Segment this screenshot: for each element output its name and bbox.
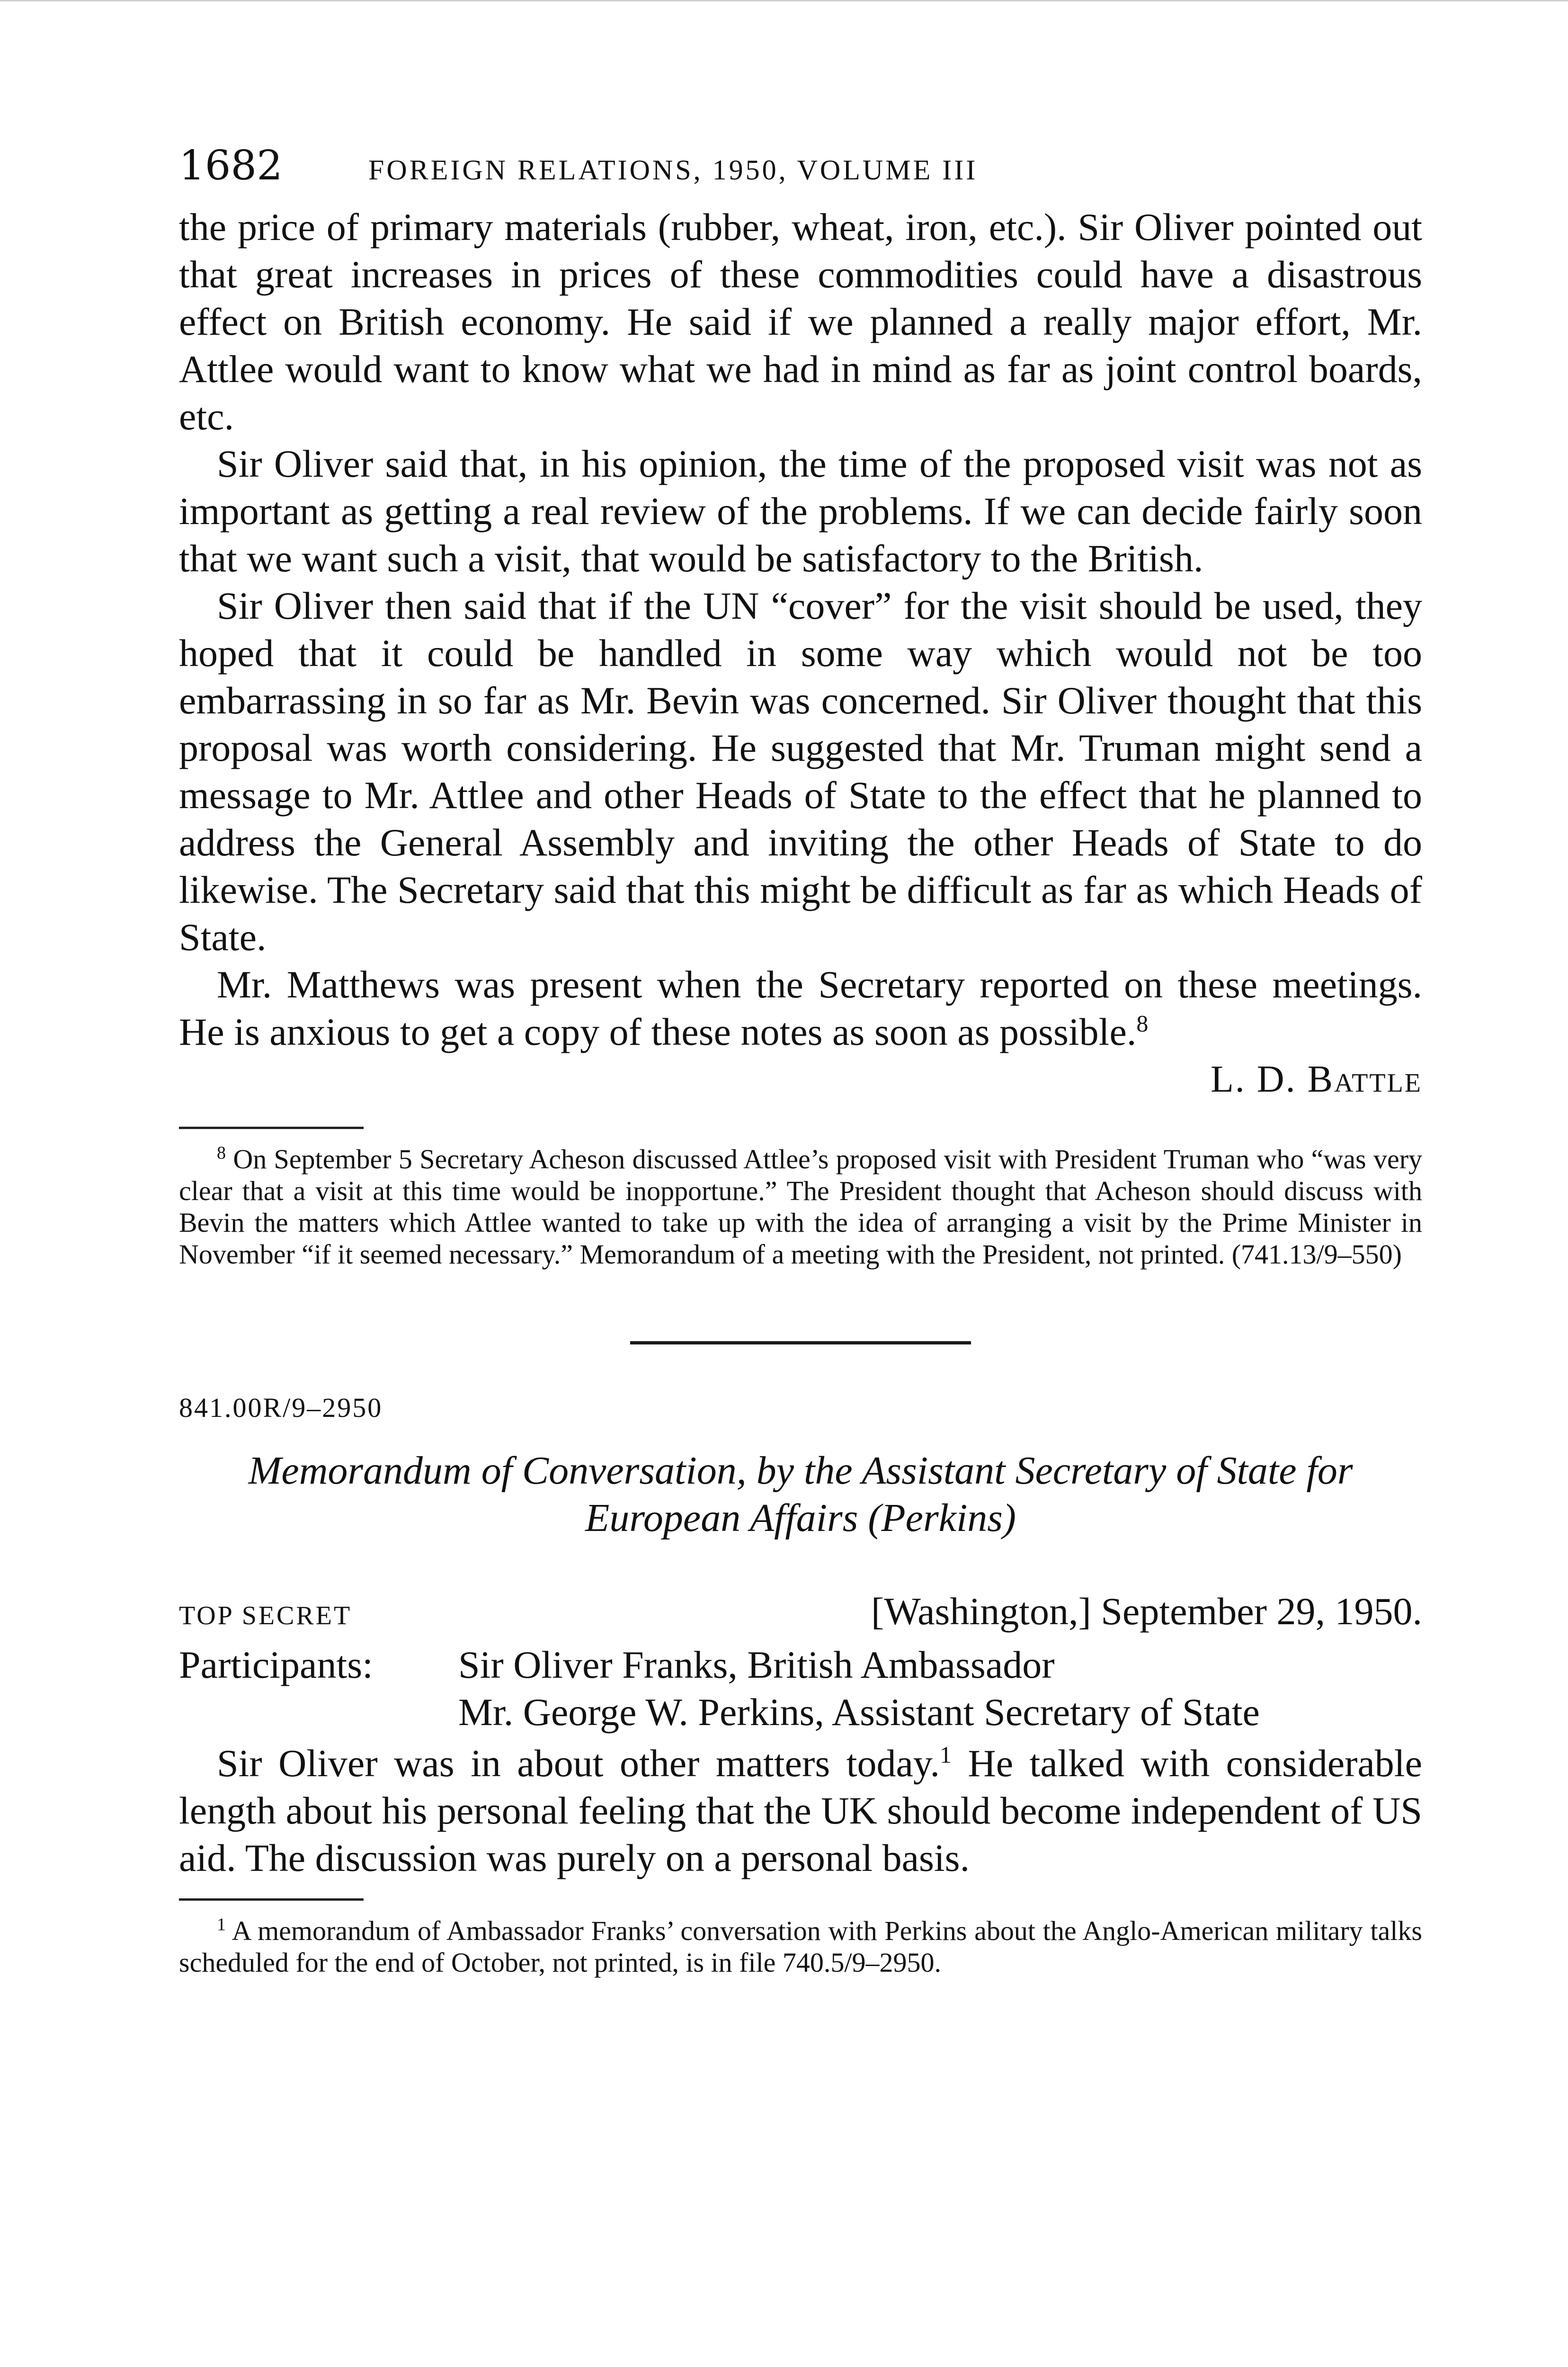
new-memo-text-start: Sir Oliver was in about other matters today. xyxy=(217,1742,940,1785)
document-title xyxy=(179,1447,1422,1542)
participants-list xyxy=(458,1641,1260,1736)
footnote-8 xyxy=(179,1143,1422,1270)
page-number: 1682 xyxy=(179,142,283,189)
footnote-1 xyxy=(179,1915,1422,1978)
memo-paragraph-4-text: Mr. Matthews was present when the Secretary reported on these meetings. He is anxious to get a copy of these notes as soon as possible. xyxy=(179,963,1422,1053)
running-title: FOREIGN RELATIONS, 1950, VOLUME III xyxy=(368,154,978,186)
footnote-ref-1: 1 xyxy=(940,1741,952,1768)
participants-label: Participants: xyxy=(179,1643,373,1686)
memo-paragraph-1: the price of primary materials (rubber, wheat, iron, etc.). Sir Oliver pointed out that great increases in prices of these commodities could have a disastrous effect on British economy. He said if we planned a really major effort, Mr. Attlee would want to know what we had in mind as far as joint control boards, etc. xyxy=(179,205,1422,438)
participant-item: Mr. George W. Perkins, Assistant Secretary of State xyxy=(458,1691,1260,1734)
footnote-8-text: On September 5 Secretary Acheson discussed Attlee’s proposed visit with President Truman who “was very clear that a visit at this time would be inopportune.” The President thought that Acheson should discuss with Bevin the matters which Attlee wanted to take up with the idea of arranging a visit by the Prime Minister in November “if it seemed necessary.” Memorandum of a meeting with the President, not printed. (741.13/9–550) xyxy=(179,1144,1423,1270)
footnote-rule xyxy=(179,1127,364,1129)
classification-label: TOP SECRET xyxy=(179,1601,352,1630)
file-number: 841.00R/9–2950 xyxy=(179,1392,383,1423)
dateline: [Washington,] September 29, 1950. xyxy=(871,1590,1422,1633)
footnote-rule-2 xyxy=(179,1898,364,1901)
footnote-marker-8: 8 xyxy=(217,1143,226,1163)
footnote-1-text: A memorandum of Ambassador Franks’ conversation with Perkins about the Anglo-American military talks scheduled for the end of October, not printed, is in file 740.5/9–2950. xyxy=(179,1915,1422,1978)
text-column xyxy=(179,142,1422,1978)
running-head xyxy=(179,142,1422,204)
signature: L. D. Battle xyxy=(1210,1059,1422,1100)
document-title-line-1: Memorandum of Conversation, by the Assistant Secretary of State for xyxy=(248,1449,1353,1493)
section-divider xyxy=(630,1341,971,1344)
participant-item: Sir Oliver Franks, British Ambassador xyxy=(458,1643,1055,1686)
scan-edge-line xyxy=(0,0,1568,1)
footnote-marker-1: 1 xyxy=(217,1914,226,1935)
new-memo-paragraph-1 xyxy=(179,1740,1422,1882)
memo-paragraph-4 xyxy=(179,961,1422,1056)
memo-paragraph-3: Sir Oliver then said that if the UN “cover” for the visit should be used, they hoped that it could be handled in some way which would not be too embarrassing in so far as Mr. Bevin was concerned. Sir Oliver thought that this proposal was worth considering. He suggested that Mr. Truman might send a message to Mr. Attlee and other Heads of State to the effect that he planned to address the General Assembly and inviting the other Heads of State to do likewise. The Secretary said that this might be difficult as far as which Heads of State. xyxy=(179,584,1422,959)
footnote-ref-8: 8 xyxy=(1136,1010,1149,1037)
document-title-line-2: European Affairs (Perkins) xyxy=(585,1496,1016,1540)
new-memo-text-rest: He talked with considerable length about his personal feeling that the UK should become independent of US aid. The discussion was purely on a personal basis. xyxy=(179,1742,1422,1879)
classification-row xyxy=(179,1589,1422,1641)
participants-block xyxy=(179,1641,1422,1736)
memo-paragraph-2: Sir Oliver said that, in his opinion, the time of the proposed visit was not as important as getting a real review of the problems. If we can decide fairly soon that we want such a visit, that would be satisfactory to the British. xyxy=(179,442,1422,580)
